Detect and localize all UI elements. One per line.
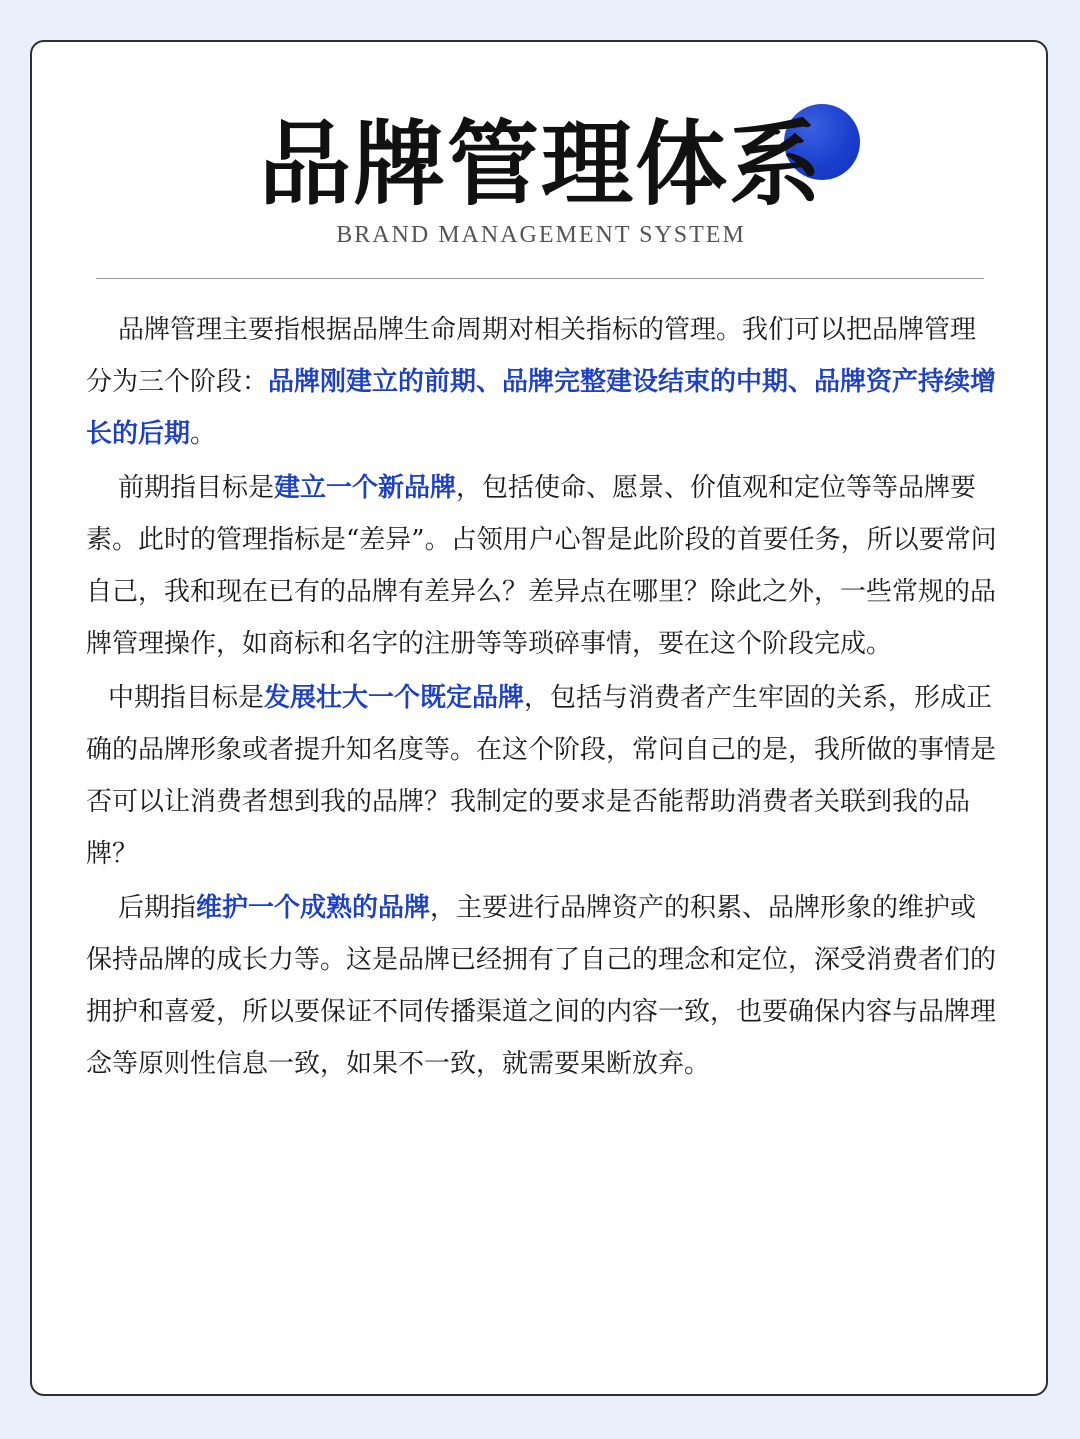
page-title: 品牌管理体系 <box>258 110 823 218</box>
highlight-text: 建立一个新品牌 <box>274 473 457 503</box>
highlight-text: 品牌刚建立的前期、品牌完整建设结束的中期、品牌资产持续增长的后期 <box>86 367 997 449</box>
paragraph-middle-stage <box>86 672 998 880</box>
highlight-text: 维护一个成熟的品牌 <box>196 893 431 923</box>
paragraph-text: ，包括与消费者产生牢固的关系，形成正确的品牌形象或者提升知名度等。在这个阶段，常问自己的是，我所做的事情是否可以让消费者想到我的品牌？我制定的要求是否能帮助消费者关联到我的品牌？ <box>86 683 997 869</box>
paragraph-text: 。 <box>190 419 217 449</box>
paragraph-text: ，主要进行品牌资产的积累、品牌形象的维护或保持品牌的成长力等。这是品牌已经拥有了自己的理念和定位，深受消费者们的拥护和喜爱，所以要保证不同传播渠道之间的内容一致，也要确保内容与品牌理念等原则性信息一致，如果不一致，就需要果断放弃。 <box>86 893 997 1079</box>
paragraph-overview <box>86 304 998 460</box>
page-subtitle: BRAND MANAGEMENT SYSTEM <box>336 222 746 248</box>
paragraph-early-stage <box>86 462 998 670</box>
article-body <box>86 304 998 1092</box>
paragraph-late-stage <box>86 882 998 1090</box>
content-card <box>30 40 1048 1396</box>
divider <box>96 278 984 279</box>
highlight-text: 发展壮大一个既定品牌 <box>264 683 525 713</box>
paragraph-text: 品牌管理主要指根据品牌生命周期对相关指标的管理。我们可以把品牌管理分为三个阶段： <box>86 315 977 397</box>
paragraph-text: 中期指目标是 <box>108 683 265 713</box>
paragraph-text: 前期指目标是 <box>118 473 275 503</box>
paragraph-text: ，包括使命、愿景、价值观和定位等等品牌要素。此时的管理指标是“差异”。占领用户心智是此阶段的首要任务，所以要常问自己，我和现在已有的品牌有差异么？差异点在哪里？除此之外，一些常规的品牌管理操作，如商标和名字的注册等等琐碎事情，要在这个阶段完成。 <box>86 473 997 659</box>
paragraph-text: 后期指 <box>118 893 197 923</box>
